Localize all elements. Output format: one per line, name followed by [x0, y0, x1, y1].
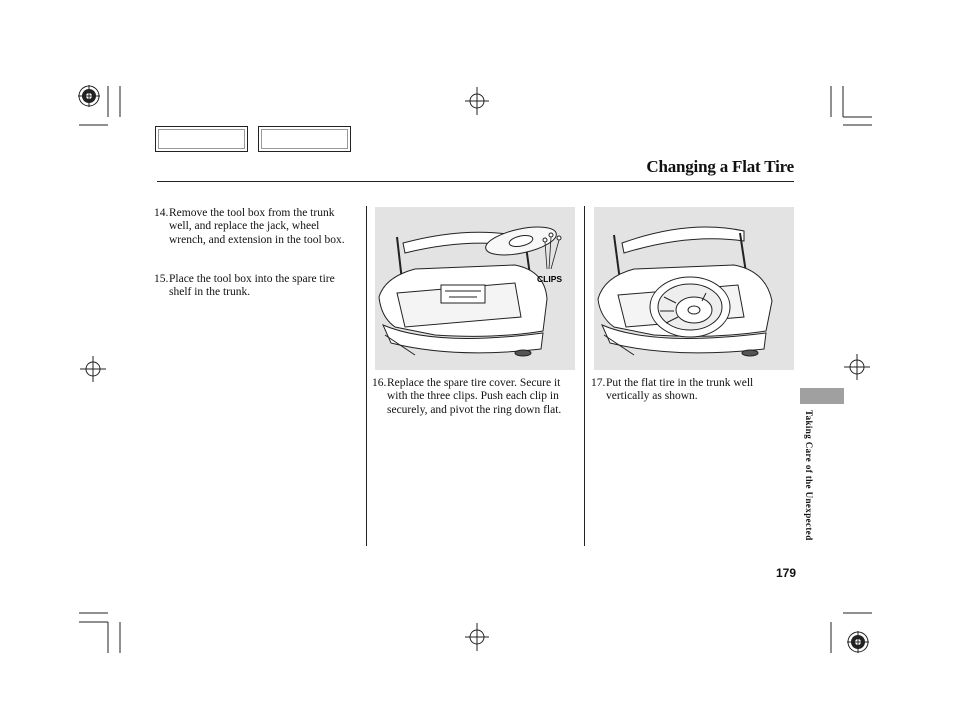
step-number: 15. — [154, 273, 169, 285]
page-number: 179 — [775, 566, 796, 580]
nav-button-next[interactable] — [258, 126, 351, 152]
page-title: Changing a Flat Tire — [646, 157, 794, 176]
step-16 — [372, 377, 578, 417]
step-text: Remove the tool box from the trunk well, and replace the jack, wheel wrench, and extension in the tool box. — [169, 207, 345, 246]
step-text: Place the tool box into the spare tire shelf in the trunk. — [169, 273, 335, 299]
trunk-cover-illustration — [375, 207, 575, 370]
column-divider-1 — [366, 206, 367, 546]
step-text: Put the flat tire in the trunk well vertically as shown. — [606, 377, 754, 403]
step-text: Replace the spare tire cover. Secure it with the three clips. Push each clip in securely, and pivot the ring down flat. — [387, 377, 562, 416]
step-number: 14. — [154, 207, 169, 219]
step-number: 17. — [591, 377, 606, 389]
section-label: Taking Care of the Unexpected — [804, 410, 814, 541]
step-17 — [591, 377, 791, 404]
nav-button-previous[interactable] — [155, 126, 248, 152]
section-tab — [800, 388, 844, 404]
clips-callout: CLIPS — [537, 274, 563, 284]
step-number: 16. — [372, 377, 387, 389]
step-15 — [154, 273, 349, 300]
step-14 — [154, 207, 349, 247]
flat-tire-illustration — [594, 207, 794, 370]
trunk-cover-drawing — [375, 207, 575, 370]
header-rule — [157, 181, 794, 182]
column-divider-2 — [584, 206, 585, 546]
flat-tire-drawing — [594, 207, 794, 370]
